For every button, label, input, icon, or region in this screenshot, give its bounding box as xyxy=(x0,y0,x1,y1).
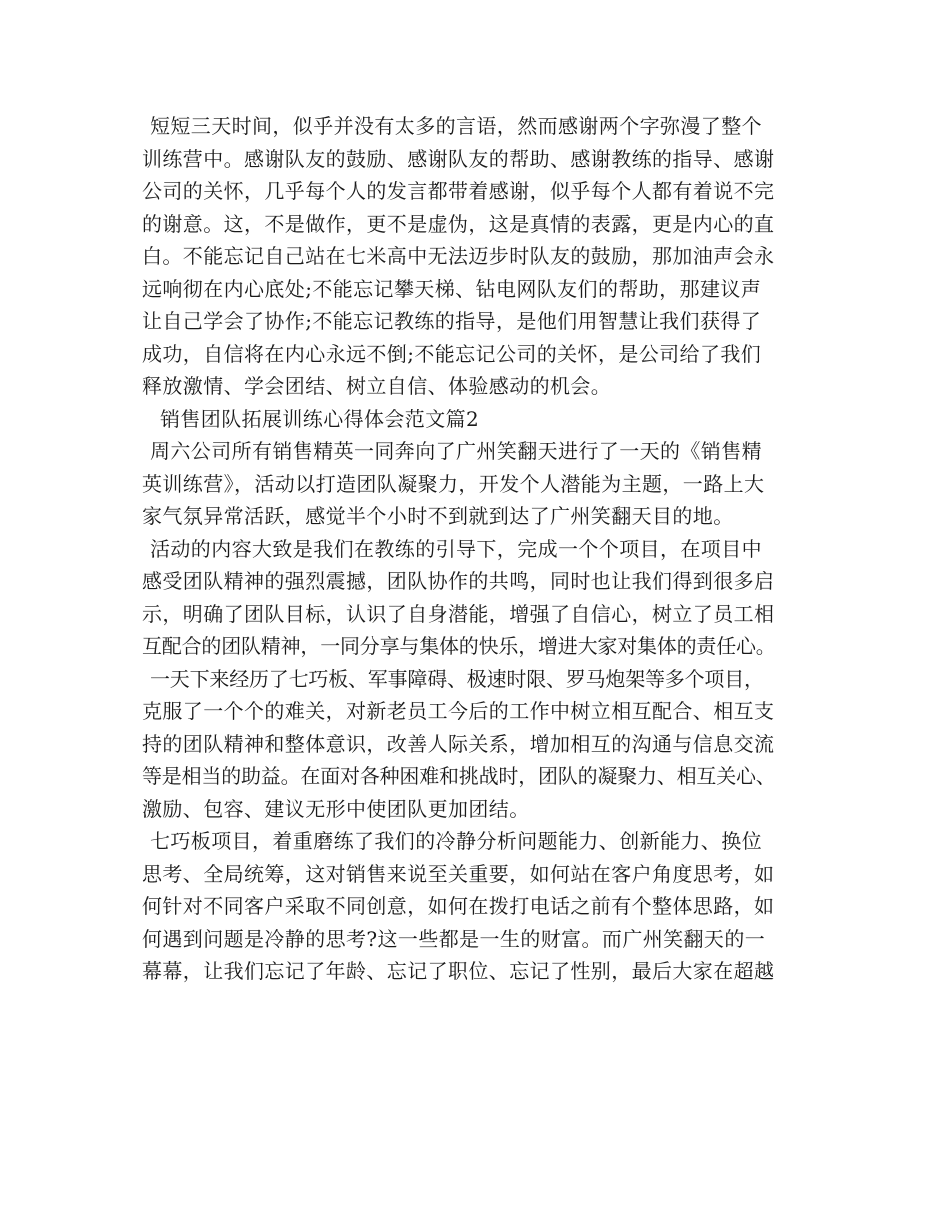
paragraph-line: 公司的关怀，几乎每个人的发言都带着感谢，似乎每个人都有着说不完 xyxy=(142,179,775,203)
paragraph-line: 白。不能忘记自己站在七米高中无法迈步时队友的鼓励，那加油声会永 xyxy=(142,244,775,268)
paragraph-line: 克服了一个个的难关，对新老员工今后的工作中树立相互配合、相互支 xyxy=(142,699,775,723)
paragraph-line: 释放激情、学会团结、树立自信、体验感动的机会。 xyxy=(142,374,612,398)
paragraph-line: 远响彻在内心底处;不能忘记攀天梯、钻电网队友们的帮助，那建议声 xyxy=(142,276,762,301)
paragraph-line: 示，明确了团队目标，认识了自身潜能，增强了自信心，树立了员工相 xyxy=(142,601,775,626)
paragraph-line: 英训练营》，活动以打造团队凝聚力，开发个人潜能为主题，一路上大 xyxy=(142,471,765,496)
paragraph-line: 互配合的团队精神，一同分享与集体的快乐，增进大家对集体的责任心。 xyxy=(142,634,776,658)
paragraph-line: 何针对不同客户采取不同创意，如何在拨打电话之前有个整体思路，如 xyxy=(142,894,775,918)
paragraph-line: 思考、全局统筹，这对销售来说至关重要，如何站在客户角度思考，如 xyxy=(142,861,775,886)
paragraph-line: 周六公司所有销售精英一同奔向了广州笑翻天进行了一天的《销售精 xyxy=(150,439,762,463)
paragraph-line: 感受团队精神的强烈震撼，团队协作的共鸣，同时也让我们得到很多启 xyxy=(142,569,775,593)
paragraph-line: 一天下来经历了七巧板、军事障碍、极速时限、罗马炮架等多个项目， xyxy=(150,666,764,691)
paragraph-line: 训练营中。感谢队友的鼓励、感谢队友的帮助、感谢教练的指导、感谢 xyxy=(142,146,775,171)
paragraph-line: 何遇到问题是冷静的思考?这一些都是一生的财富。而广州笑翻天的一 xyxy=(142,926,766,951)
paragraph-line: 成功，自信将在内心永远不倒;不能忘记公司的关怀，是公司给了我们 xyxy=(142,341,762,366)
paragraph-line: 让自己学会了协作;不能忘记教练的指导，是他们用智慧让我们获得了 xyxy=(142,309,762,333)
paragraph-line: 持的团队精神和整体意识，改善人际关系，增加相互的沟通与信息交流 xyxy=(142,731,775,756)
section-heading: 销售团队拓展训练心得体会范文篇2 xyxy=(160,406,480,431)
paragraph-line: 七巧板项目，着重磨练了我们的冷静分析问题能力、创新能力、换位 xyxy=(150,829,762,853)
paragraph-line: 的谢意。这，不是做作，更不是虚伪，这是真情的表露，更是内心的直 xyxy=(142,211,775,236)
paragraph-line: 家气氛异常活跃，感觉半个小时不到就到达了广州笑翻天目的地。 xyxy=(142,504,734,528)
paragraph-line: 短短三天时间，似乎并没有太多的言语，然而感谢两个字弥漫了整个 xyxy=(150,114,762,138)
document-body xyxy=(142,110,822,988)
paragraph-line: 激励、包容、建议无形中使团队更加团结。 xyxy=(142,796,530,821)
paragraph-line: 等是相当的助益。在面对各种困难和挑战时，团队的凝聚力、相互关心、 xyxy=(142,764,776,788)
paragraph-line: 活动的内容大致是我们在教练的引导下，完成一个个项目，在项目中 xyxy=(150,536,762,561)
paragraph-line: 幕幕，让我们忘记了年龄、忘记了职位、忘记了性别，最后大家在超越 xyxy=(142,959,775,983)
